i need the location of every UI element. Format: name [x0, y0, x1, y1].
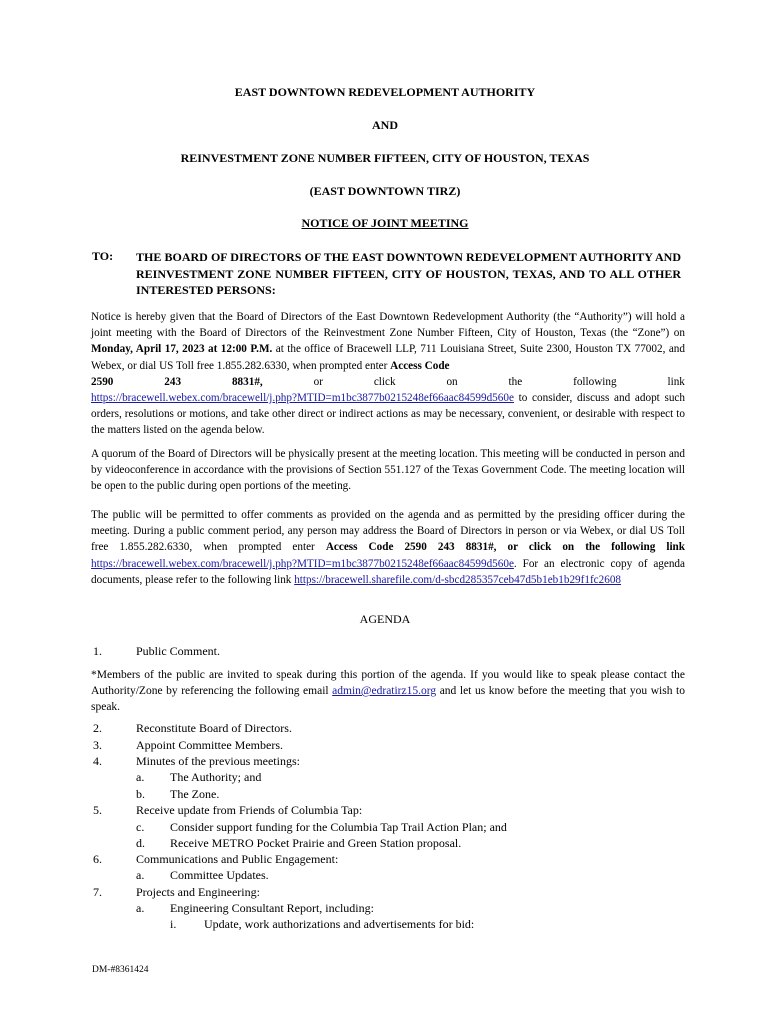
- to-recipients: THE BOARD OF DIRECTORS OF THE EAST DOWNTOWN REDEVELOPMENT AUTHORITY AND REINVESTMENT ZONE NUMBER FIFTEEN, CITY OF HOUSTON, TEXAS, AND TO ALL OTHER INTERESTED PERSONS:: [136, 250, 681, 297]
- document-page: EAST DOWNTOWN REDEVELOPMENT AUTHORITY AND REINVESTMENT ZONE NUMBER FIFTEEN, CITY OF HOUSTON, TEXAS (EAST DOWNTOWN TIRZ) NOTICE OF JOINT MEETING TO: THE BOARD OF DIRECTORS OF THE EAST DOWNTOWN REDEVELOPMENT AUTHORITY AND REINVESTMENT ZONE NUMBER FIFTEEN, CITY OF HOUSTON, TEXAS, AND TO ALL OTHER INTERESTED PERSONS: Notice is hereby given that the Board of Directors of the East Downtown Redevelopment Authority (the “Authority”) will hold a joint meeting with the Board of Directors of the Reinvestment Zone Number Fifteen, City of Houston, Texas (the “Zone”) on Monday, April 17, 2023 at 12:00 P.M. at the office of Bracewell LLP, 711 Louisiana Street, Suite 2300, Houston TX 77002, and Webex, or dial US Toll free 1.855.282.6330, when prompted enter Access Code 2590 243 8831#, or click on the following link https://bracewell.webex.com/bracewell/j.php?MTID=m1bc3877b0215248ef66aac84599d560e to consider, discuss and adopt such orders, resolutions or motions, and take other direct or indirect actions as may be necessary, convenient, or desirable with respect to the matters listed on the agenda below. A quorum of the Board of Directors will be physically present at the meeting location. This meeting will be conducted in person and by videoconference in accordance with the provisions of Section 551.127 of the Texas Government Code. The meeting location will be open to the public during open portions of the meeting. The public will be permitted to offer comments as provided on the agenda and as permitted by the presiding officer during the meeting. During a public comment period, any person may address the Board of Directors in person or via Webex, or dial US Toll free 1.855.282.6330, when prompted enter Access Code 2590 243 8831#, or click on the following link https://bracewell.webex.com/bracewell/j.php?MTID=m1bc3877b0215248ef66aac84599d560e. For an electronic copy of agenda documents, please refer to the following link https://bracewell.sharefile.com/d-sbcd285357ceb47d5b1eb1b29f1fc2608 AGENDA 1. Public Comment. *Members of the public are invited to speak during this portion of the agenda. If you would like to speak please contact the Authority/Zone by referencing the following email admin@edratirz15.org and let us know before the meeting that you wish to speak. 2. Reconstitute Board of Directors. 3. Appoint Committee Members. 4. Minutes of the previous meetings: a. The Authority; and b. The Zone. 5. Receive update from Friends of Columbia Tap: c. Consider support funding for the Columbia Tap Trail Action Plan; and d. Receive METRO Pocket Prairie and Green Station proposal. 6. Communications and Public Engagement: a. Committee Updates. 7. Projects and Engineering: a. Engineering Consultant Report, including: i. Update, work authorizations and advertisements for bid: DM-#8361424: [0, 0, 770, 1024]
- sharefile-link[interactable]: https://bracewell.sharefile.com/d-sbcd285357ceb47d5b1eb1b29f1fc2608: [294, 573, 622, 586]
- notice-title: NOTICE OF JOINT MEETING: [301, 216, 469, 230]
- webex-link[interactable]: https://bracewell.webex.com/bracewell/j.php?MTID=m1bc3877b0215248ef66aac84599d560e: [91, 392, 514, 405]
- notice-paragraph-2: A quorum of the Board of Directors will be physically present at the meeting location. This meeting will be conducted in person and by videoconference in accordance with the provisions of Section 551.127 of the Texas Government Code. The meeting location will be open to the public during open portions of the meeting.: [91, 448, 685, 493]
- email-link[interactable]: admin@edratirz15.org: [332, 685, 437, 697]
- header-zone: REINVESTMENT ZONE NUMBER FIFTEEN, CITY OF HOUSTON, TEXAS: [180, 151, 590, 165]
- public-comment-note: *Members of the public are invited to speak during this portion of the agenda. If you would like to speak please contact the Authority/Zone by referencing the following email admin@edratirz15.org and let us know before the meeting that you wish to speak.: [91, 669, 685, 713]
- access-code-label: Access Code: [390, 359, 450, 372]
- header-tirz: (EAST DOWNTOWN TIRZ): [309, 184, 461, 198]
- header-authority: EAST DOWNTOWN REDEVELOPMENT AUTHORITY: [234, 85, 536, 99]
- notice-paragraph-1: Notice is hereby given that the Board of Directors of the East Downtown Redevelopment Authority (the “Authority”) will hold a joint meeting with the Board of Directors of the Reinvestment Zone Number Fifteen, City of Houston, Texas (the “Zone”) on Monday, April 17, 2023 at 12:00 P.M. at the office of Bracewell LLP, 711 Louisiana Street, Suite 2300, Houston TX 77002, and Webex, or dial US Toll free 1.855.282.6330, when prompted enter Access Code 2590 243 8831#, or click on the following link https://bracewell.webex.com/bracewell/j.php?MTID=m1bc3877b0215248ef66aac84599d560e to consider, discuss and adopt such orders, resolutions or motions, and take other direct or indirect actions as may be necessary, convenient, or desirable with respect to the matters listed on the agenda below.: [91, 311, 685, 437]
- meeting-date: Monday, April 17, 2023 at 12:00 P.M.: [91, 343, 273, 356]
- access-code: Access Code 2590 243 8831#, or click on the following link: [325, 541, 685, 554]
- to-label: TO:: [92, 249, 114, 263]
- notice-paragraph-3: The public will be permitted to offer comments as provided on the agenda and as permitted by the presiding officer during the meeting. During a public comment period, any person may address the Board of Directors in person or via Webex, or dial US Toll free 1.855.282.6330, when prompted enter Access Code 2590 243 8831#, or click on the following link https://bracewell.webex.com/bracewell/j.php?MTID=m1bc3877b0215248ef66aac84599d560e. For an electronic copy of agenda documents, please refer to the following link https://bracewell.sharefile.com/d-sbcd285357ceb47d5b1eb1b29f1fc2608: [91, 509, 685, 586]
- document-id: DM-#8361424: [92, 965, 149, 975]
- header-and: AND: [372, 118, 398, 132]
- agenda-title: AGENDA: [359, 612, 411, 626]
- webex-link-2[interactable]: https://bracewell.webex.com/bracewell/j.php?MTID=m1bc3877b0215248ef66aac84599d560e: [91, 557, 514, 570]
- access-code-line: 2590 243 8831#, or click on the following link: [91, 375, 685, 388]
